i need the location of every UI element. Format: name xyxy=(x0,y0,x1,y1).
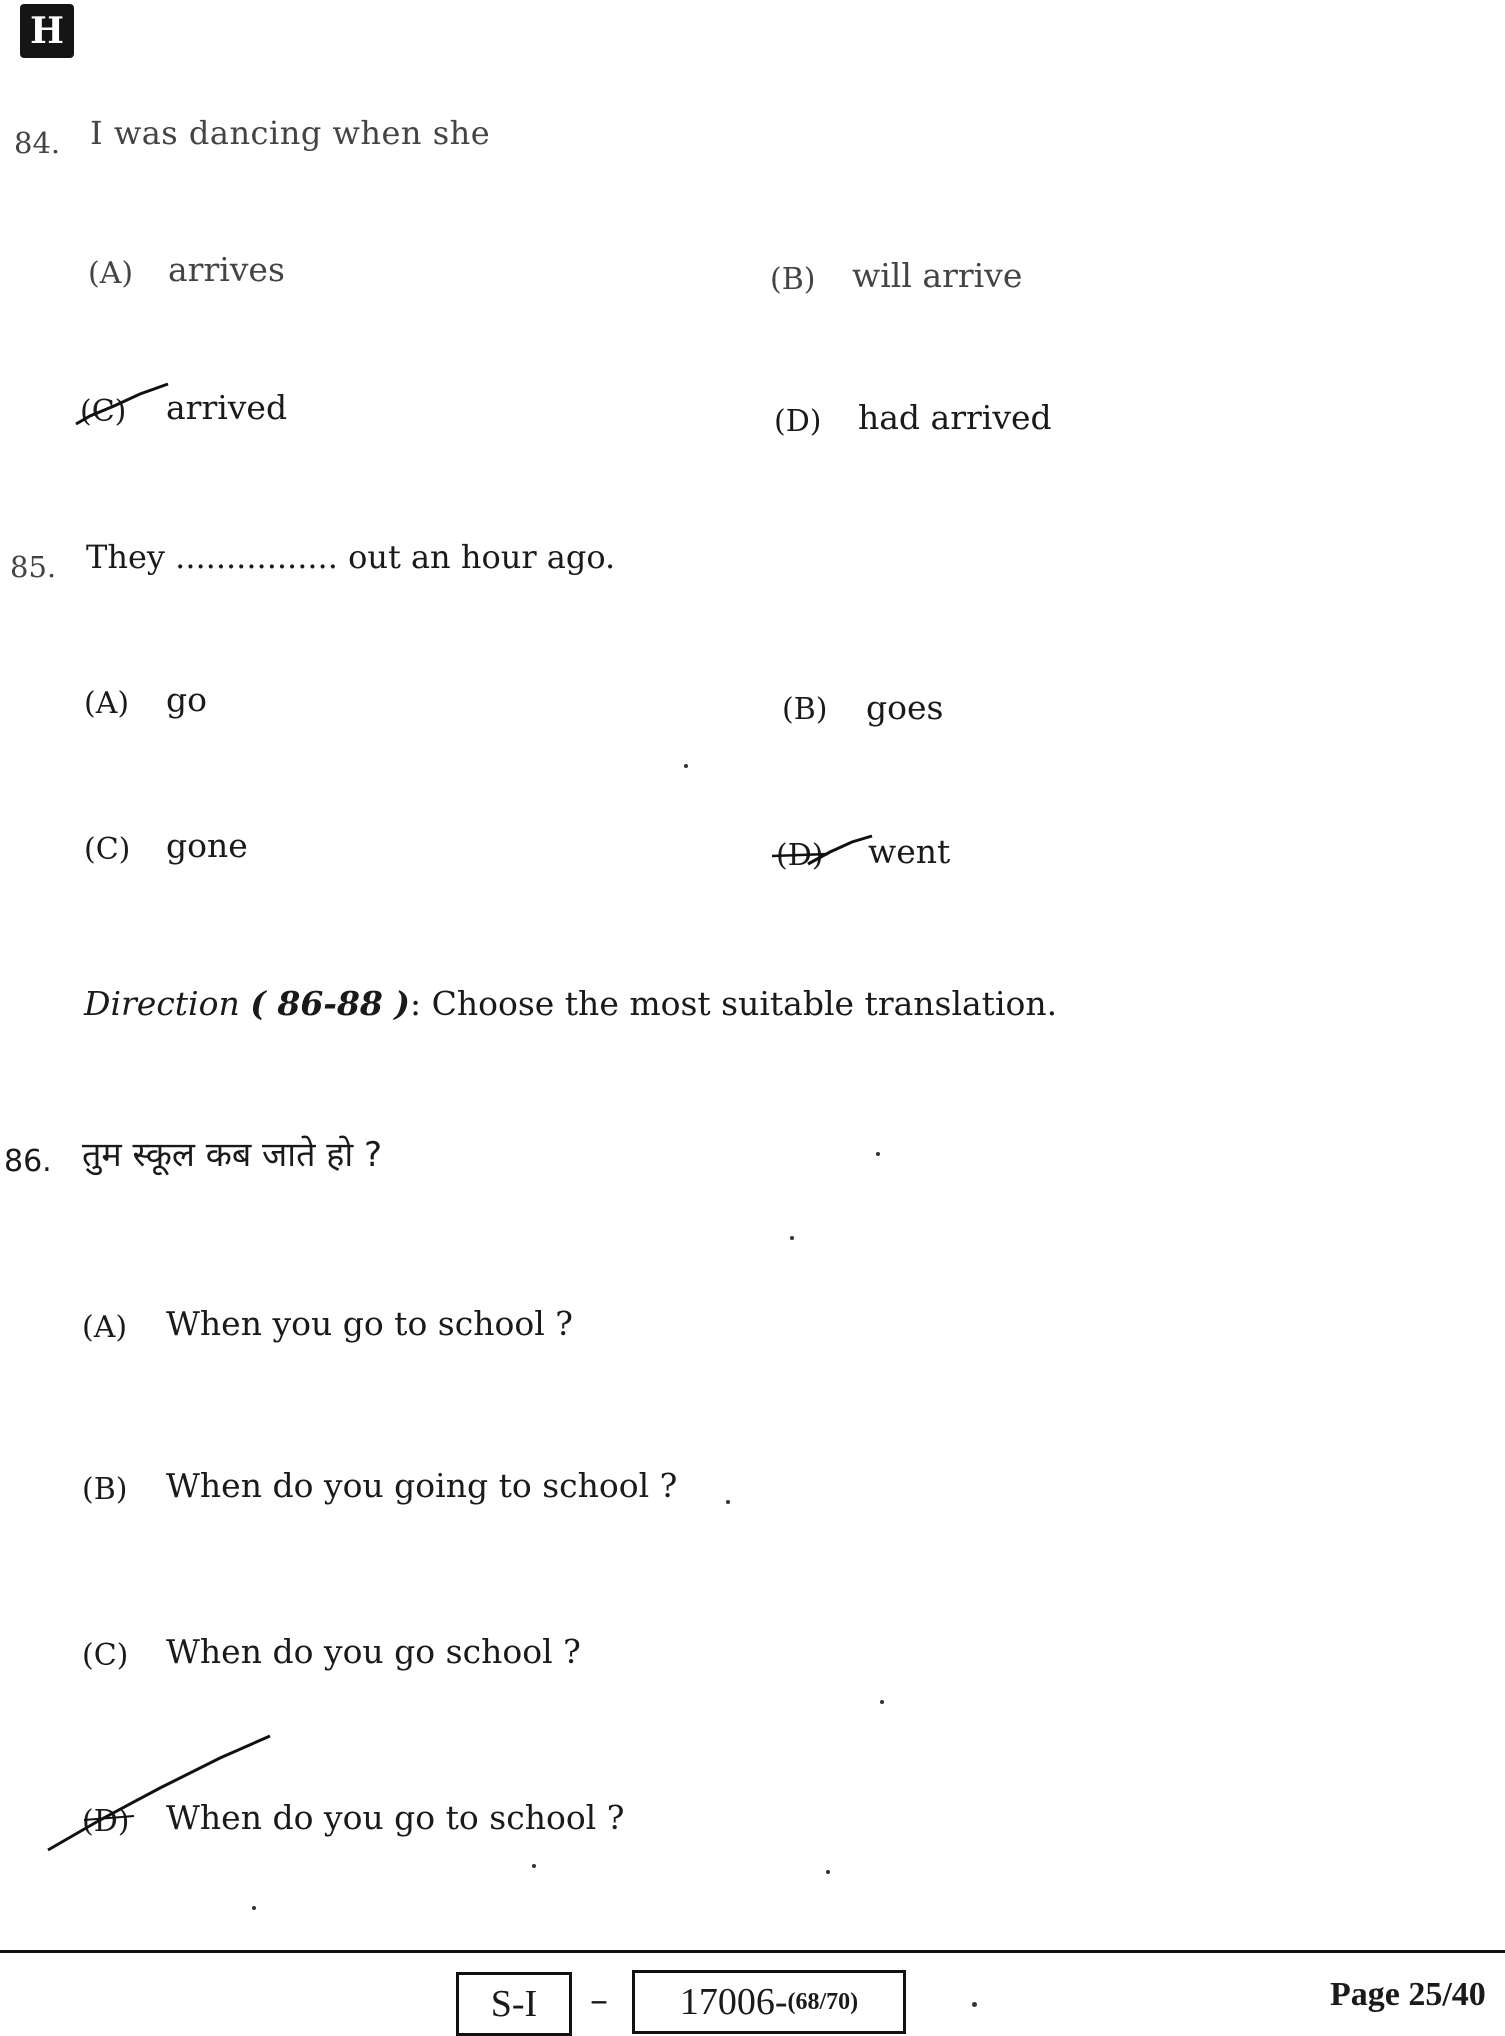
footer-series: S-I xyxy=(490,1983,538,2025)
q86-option-b-text: When do you going to school ? xyxy=(166,1466,678,1505)
q84-option-b-letter: (B) xyxy=(770,262,816,297)
question-84-number: 84. xyxy=(14,126,61,160)
q86-answer-tick-mark xyxy=(40,1730,280,1860)
scan-speck xyxy=(876,1152,880,1156)
question-85-text: They ................ out an hour ago. xyxy=(86,538,616,576)
question-86-number: 86. xyxy=(4,1144,52,1179)
q86-option-c-letter: (C) xyxy=(82,1638,129,1673)
footer-code-suffix: (68/70) xyxy=(787,1988,859,2015)
direction-range: ( 86-88 ) xyxy=(250,984,410,1023)
q85-option-c-letter: (C) xyxy=(84,832,131,867)
booklet-series-badge: H xyxy=(20,4,74,58)
q84-option-b-text: will arrive xyxy=(852,256,1023,295)
scan-speck xyxy=(726,1500,730,1504)
q84-option-a-letter: (A) xyxy=(88,256,134,291)
scan-speck xyxy=(790,1236,794,1240)
q85-option-a-letter: (A) xyxy=(84,686,130,721)
q84-option-c-text: arrived xyxy=(166,388,288,427)
q86-option-c-text: When do you go school ? xyxy=(166,1632,581,1671)
q84-option-c-letter: (C) xyxy=(80,394,127,429)
q86-option-d-letter: (D) xyxy=(82,1804,130,1839)
q85-option-c-text: gone xyxy=(166,826,248,865)
question-85-number: 85. xyxy=(10,550,57,584)
q85-option-d-text: went xyxy=(868,832,951,871)
footer-series-box xyxy=(456,1972,572,2036)
footer-code-box xyxy=(632,1970,906,2034)
q85-option-d-letter: (D) xyxy=(776,838,824,873)
direction-label: Direction xyxy=(84,984,240,1023)
direction-instruction xyxy=(84,984,1057,1023)
q86-option-a-letter: (A) xyxy=(82,1310,128,1345)
scan-speck xyxy=(880,1700,884,1704)
scan-speck xyxy=(252,1906,256,1910)
scan-speck xyxy=(826,1870,830,1874)
q84-option-a-text: arrives xyxy=(168,250,285,289)
footer-code: 17006- xyxy=(679,1981,788,2023)
q84-option-d-letter: (D) xyxy=(774,404,822,439)
q85-option-b-text: goes xyxy=(866,688,944,727)
question-86-text: तुम स्कूल कब जाते हो ? xyxy=(82,1135,382,1175)
q85-option-b-letter: (B) xyxy=(782,692,828,727)
scan-speck xyxy=(532,1864,536,1868)
footer-dash: – xyxy=(590,1980,608,2021)
q84-option-d-text: had arrived xyxy=(858,398,1052,437)
q86-option-d-text: When do you go to school ? xyxy=(166,1798,625,1837)
page-number: Page 25/40 xyxy=(1330,1976,1486,2013)
footer-divider xyxy=(0,1950,1505,1953)
q85-option-a-text: go xyxy=(166,680,207,719)
question-84-text: I was dancing when she xyxy=(90,114,491,152)
direction-text: : Choose the most suitable translation. xyxy=(410,984,1058,1023)
q86-option-a-text: When you go to school ? xyxy=(166,1304,573,1343)
scan-speck xyxy=(972,2002,977,2007)
q86-option-b-letter: (B) xyxy=(82,1472,128,1507)
scan-speck xyxy=(684,764,688,768)
